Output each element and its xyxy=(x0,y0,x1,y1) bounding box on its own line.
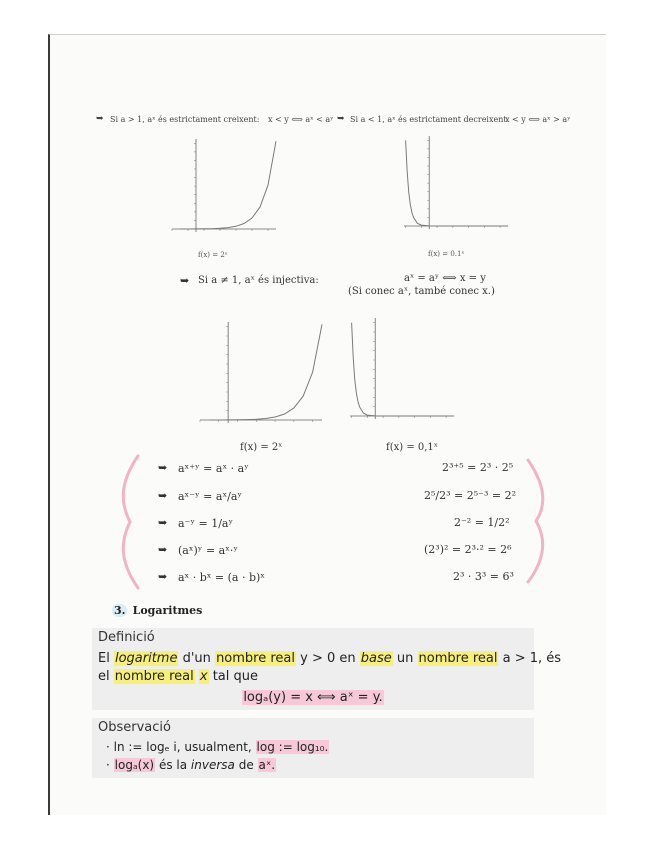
right-brace-annotation xyxy=(524,456,548,586)
section-number: 3. xyxy=(114,604,126,617)
section-heading xyxy=(112,599,202,618)
property-example: 2³ · 3³ = 6³ xyxy=(453,570,514,583)
left-brace-annotation xyxy=(118,452,142,592)
highlight-log10: log := log₁₀. xyxy=(256,740,329,754)
property-example: 2⁵/2³ = 2⁵⁻³ = 2² xyxy=(424,489,516,502)
definition-heading: Definició xyxy=(98,630,155,645)
chart-2x-bottom xyxy=(196,316,326,434)
arrow-icon: ➥ xyxy=(158,570,168,583)
highlight-logaritme: logaritme xyxy=(114,651,178,666)
function-curve xyxy=(352,323,454,416)
decreasing-rule-formula: x < y ⟺ aˣ > aʸ xyxy=(505,115,571,124)
observation-line-2: · logₐ(x) és la inversa de aˣ. xyxy=(106,758,276,772)
highlight-base: base xyxy=(360,651,392,666)
arrow-icon: ➥ xyxy=(180,274,190,287)
highlight-nombre-real: nombre real xyxy=(114,669,194,684)
property-rule: aˣ⁻ʸ = aˣ/aʸ xyxy=(178,490,243,503)
property-example: 2³⁺⁵ = 2³ · 2⁵ xyxy=(442,461,514,474)
observation-heading: Observació xyxy=(98,720,171,735)
definition-line-2: el nombre real x tal que xyxy=(98,669,258,684)
injective-text: Si a ≠ 1, aˣ és injectiva: xyxy=(198,275,319,286)
property-example: (2³)² = 2³·² = 2⁶ xyxy=(424,543,512,556)
chart-caption: f(x) = 2ˣ xyxy=(240,442,283,453)
arrow-icon: ➥ xyxy=(158,516,168,529)
injective-formula: aˣ = aʸ ⟺ x = y xyxy=(404,273,486,284)
chart-01x-top xyxy=(400,130,512,240)
property-rule: aˣ⁺ʸ = aˣ · aʸ xyxy=(178,462,249,475)
arrow-icon: ➥ xyxy=(96,114,104,124)
section-title: Logaritmes xyxy=(132,604,203,617)
observation-line-1: · ln := logₑ i, usualment, log := log₁₀. xyxy=(106,740,329,754)
definition-line-1: El logaritme d'un nombre real y > 0 en base un nombre real a > 1, és xyxy=(98,651,562,666)
chart-01x-bottom xyxy=(346,312,458,430)
function-curve xyxy=(209,324,322,420)
decreasing-rule-text: Si a < 1, aˣ és estrictament decreixent: xyxy=(350,115,510,124)
arrow-icon: ➥ xyxy=(158,489,168,502)
function-curve xyxy=(406,140,508,226)
property-example: 2⁻² = 1/2² xyxy=(454,516,510,529)
logarithm-definition-formula: logₐ(y) = x ⟺ aˣ = y. xyxy=(243,690,383,705)
arrow-icon: ➥ xyxy=(158,543,168,556)
property-rule: (aˣ)ʸ = aˣ·ʸ xyxy=(178,544,239,557)
observation-box xyxy=(92,718,534,778)
property-rule: aˣ · bˣ = (a · b)ˣ xyxy=(178,571,265,584)
chart-2x-top xyxy=(168,133,280,243)
increasing-rule-formula: x < y ⟺ aˣ < aʸ xyxy=(268,115,334,124)
increasing-rule-text: Si a > 1, aˣ és estrictament creixent: xyxy=(110,115,260,124)
arrow-icon: ➥ xyxy=(337,114,345,124)
chart-caption: f(x) = 0.1ˣ xyxy=(428,250,465,258)
chart-caption: f(x) = 0,1ˣ xyxy=(386,442,439,453)
highlight-nombre-real: nombre real xyxy=(216,651,295,666)
function-curve xyxy=(180,141,276,229)
highlight-nombre-real: nombre real xyxy=(418,651,498,666)
definition-box xyxy=(92,628,562,710)
injective-note: (Si conec aˣ, també conec x.) xyxy=(348,286,495,297)
property-rule: a⁻ʸ = 1/aʸ xyxy=(178,517,234,530)
arrow-icon: ➥ xyxy=(158,461,168,474)
chart-caption: f(x) = 2ˣ xyxy=(198,251,228,259)
highlight-loga: logₐ(x) xyxy=(114,758,155,772)
